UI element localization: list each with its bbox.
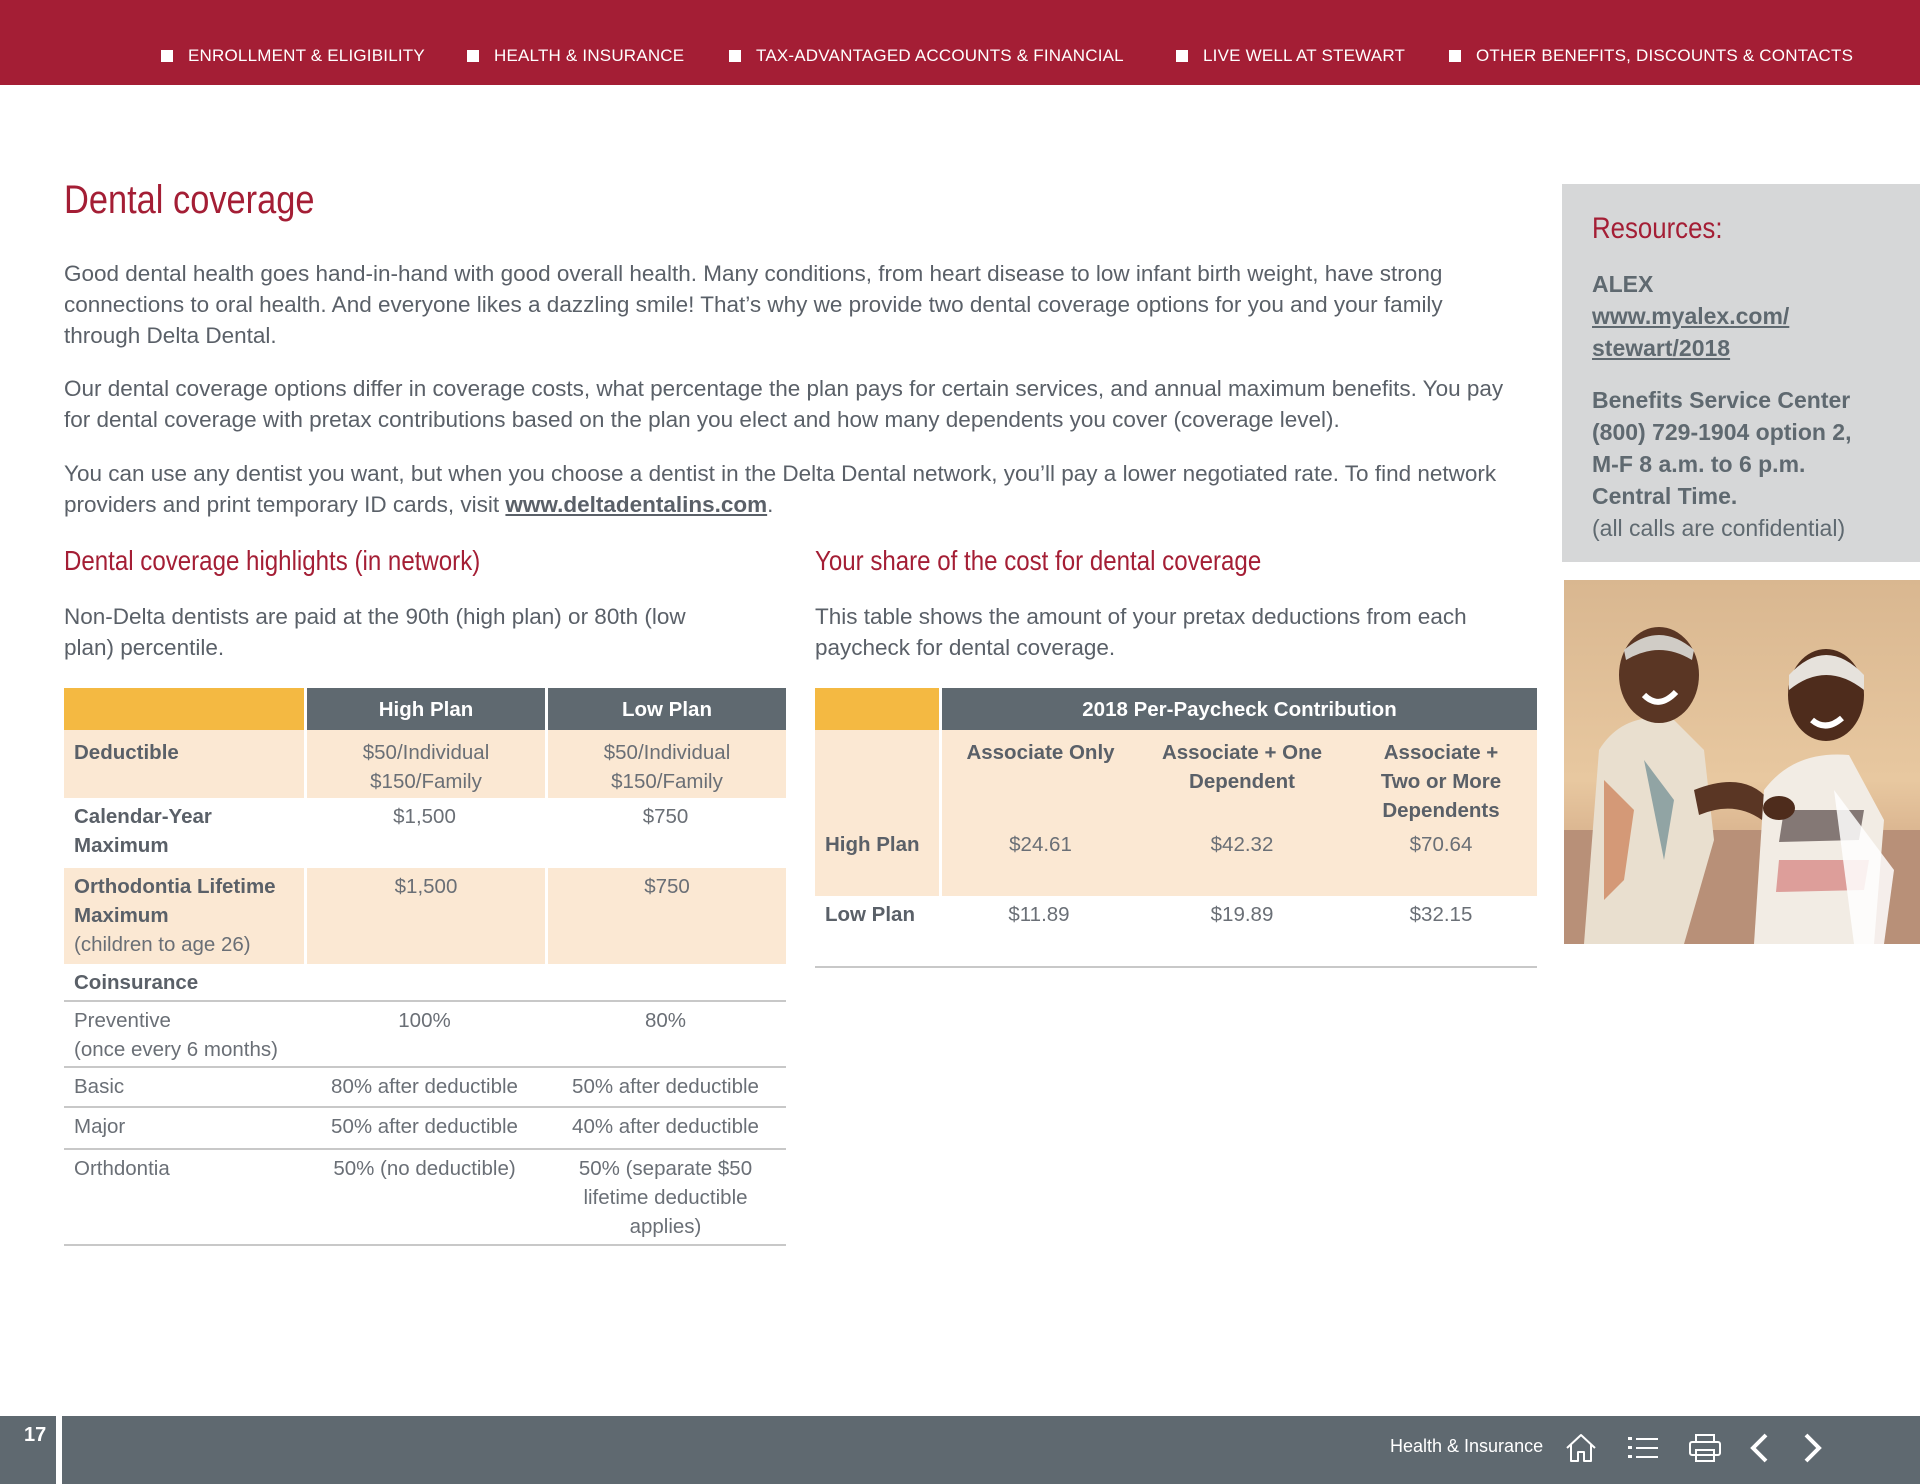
cell-line: $50/Individual [362, 741, 490, 764]
nav-label: LIVE WELL AT STEWART [1203, 46, 1406, 65]
row-label: Calendar-Year Maximum [74, 805, 212, 857]
page-title: Dental coverage [64, 178, 315, 222]
couple-dancing-photo [1564, 580, 1920, 944]
cell-value: $19.89 [1139, 896, 1345, 968]
row-label: Major [64, 1108, 304, 1150]
cell-low: 80% [545, 1002, 786, 1068]
alex-label: ALEX [1592, 271, 1654, 297]
row-label: Deductible [64, 730, 304, 798]
cell-empty [545, 964, 786, 1002]
cell-value: $32.15 [1345, 896, 1537, 968]
list-icon[interactable] [1623, 1428, 1663, 1468]
cell-high: $1,500 [393, 805, 456, 828]
row-label: High Plan [815, 826, 939, 896]
section-label: Health & Insurance [1390, 1436, 1544, 1456]
service-center-note: (all calls are confidential) [1592, 515, 1846, 541]
cell-empty [815, 730, 939, 826]
footer-bar [0, 1416, 1920, 1484]
link-line: www.myalex.com/ [1592, 303, 1790, 329]
square-bullet-icon [161, 50, 173, 62]
nav-health-insurance[interactable] [467, 44, 684, 68]
link-line: stewart/2018 [1592, 335, 1731, 361]
cell-high: 80% after deductible [304, 1068, 545, 1108]
table-row-orthodontia [64, 1150, 786, 1246]
table-row-major [64, 1108, 786, 1150]
resources-service-center [1592, 384, 1890, 544]
cell-high: 100% [304, 1002, 545, 1068]
service-center-hours: M-F 8 a.m. to 6 p.m. [1592, 451, 1806, 477]
row-label: Basic [64, 1068, 304, 1108]
cost-heading: Your share of the cost for dental coverage [815, 545, 1262, 576]
table-row-orthodontia-maximum [64, 868, 786, 964]
highlights-table [64, 688, 786, 1246]
cell-empty [304, 964, 545, 1002]
cost-intro: This table shows the amount of your pretax deductions from each paycheck for dental coverage. [815, 604, 1467, 660]
column-header-associate-one-dependent: Associate + One Dependent [1139, 730, 1345, 826]
column-header-associate-only: Associate Only [939, 730, 1139, 826]
cell-high: 50% after deductible [304, 1108, 545, 1150]
cell-line: $150/Family [370, 770, 482, 793]
table-row-preventive [64, 1002, 786, 1068]
paragraph-text: You can use any dentist you want, but when you choose a dentist in the Delta Dental network, you’ll pay a lower negotiated rate. To find network providers and print temporary ID cards, visit [64, 461, 1497, 517]
nav-label: TAX-ADVANTAGED ACCOUNTS & FINANCIAL [756, 46, 1124, 65]
cell-high: 50% (no deductible) [304, 1150, 545, 1246]
row-label [64, 868, 304, 964]
cell-line: $50/Individual [603, 741, 731, 764]
chevron-left-icon[interactable] [1740, 1428, 1780, 1468]
table-corner-cell [64, 688, 304, 730]
column-header-associate-two-more: Associate + Two or More Dependents [1345, 730, 1537, 826]
service-center-phone: (800) 729-1904 option 2, [1592, 419, 1852, 445]
cell-high: $1,500 [304, 868, 545, 964]
home-icon[interactable] [1561, 1428, 1601, 1468]
row-label: Low Plan [815, 896, 939, 968]
cell-low: $750 [545, 868, 786, 964]
cell-value: $11.89 [939, 896, 1139, 968]
label-sub: (children to age 26) [74, 933, 251, 956]
nav-other-benefits[interactable] [1449, 44, 1853, 68]
resources-alex [1592, 268, 1890, 364]
chevron-right-icon[interactable] [1792, 1428, 1832, 1468]
cell-low: 50% after deductible [545, 1068, 786, 1108]
cell-low: 40% after deductible [545, 1108, 786, 1150]
nav-label: OTHER BENEFITS, DISCOUNTS & CONTACTS [1476, 46, 1854, 65]
top-navigation [0, 0, 1920, 85]
contribution-header: 2018 Per-Paycheck Contribution [939, 688, 1537, 730]
cell-line: $150/Family [611, 770, 723, 793]
nav-label: ENROLLMENT & ELIGIBILITY [188, 46, 425, 65]
column-header-high-plan: High Plan [304, 688, 545, 730]
nav-enrollment-eligibility[interactable] [161, 44, 425, 68]
square-bullet-icon [1449, 50, 1461, 62]
row-label: Coinsurance [64, 964, 304, 1002]
column-header-low-plan: Low Plan [545, 688, 786, 730]
service-center-name: Benefits Service Center [1592, 387, 1851, 413]
highlights-heading: Dental coverage highlights (in network) [64, 545, 481, 576]
square-bullet-icon [1176, 50, 1188, 62]
row-label [64, 1002, 304, 1068]
nav-label: HEALTH & INSURANCE [494, 46, 685, 65]
square-bullet-icon [467, 50, 479, 62]
table-row-column-headers [815, 730, 1537, 826]
cost-table [815, 688, 1537, 968]
table-row-basic [64, 1068, 786, 1108]
row-label: Orthdontia [64, 1150, 304, 1246]
cell-value: $70.64 [1345, 826, 1537, 896]
intro-paragraph-2: Our dental coverage options differ in coverage costs, what percentage the plan pays for certain services, and annual maximum benefits. You pay for dental coverage with pretax contributions based on the plan you elect and how many dependents you cover (coverage level). [64, 376, 1504, 432]
cell-low: $750 [642, 805, 689, 828]
square-bullet-icon [729, 50, 741, 62]
delta-dental-link[interactable]: www.deltadentalins.com [505, 492, 768, 517]
intro-paragraph-3 [64, 458, 1524, 520]
intro-paragraph-1: Good dental health goes hand-in-hand with good overall health. Many conditions, from heart disease to low infant birth weight, have strong connections to oral health. And everyone likes a dazzling smile! That’s why we provide two dental coverage options for you and your family through Delta Dental. [64, 261, 1443, 348]
cell-value: $42.32 [1139, 826, 1345, 896]
cell-low [545, 730, 786, 798]
cell-value: $24.61 [939, 826, 1139, 896]
table-corner-cell [815, 688, 939, 730]
paragraph-end: . [767, 492, 774, 517]
table-row-deductible [64, 730, 786, 798]
page-number: 17 [0, 1416, 62, 1484]
cell-low: 50% (separate $50 lifetime deductible applies) [545, 1150, 786, 1246]
nav-live-well[interactable] [1176, 44, 1405, 68]
table-row-calendar-maximum [64, 798, 786, 868]
table-row-coinsurance [64, 964, 786, 1002]
table-row-low-plan [815, 896, 1537, 968]
resources-panel [1562, 184, 1920, 562]
highlights-intro: Non-Delta dentists are paid at the 90th (high plan) or 80th (low plan) percentile. [64, 604, 686, 660]
label-sub: (once every 6 months) [74, 1038, 278, 1061]
resources-title: Resources: [1592, 212, 1723, 245]
label-main: Preventive [74, 1009, 171, 1032]
cell-high [304, 730, 545, 798]
nav-tax-advantaged[interactable] [729, 44, 1124, 68]
table-row-high-plan [815, 826, 1537, 896]
label-main: Orthodontia Lifetime Maximum [74, 875, 276, 927]
alex-link[interactable] [1592, 300, 1890, 364]
print-icon[interactable] [1685, 1428, 1725, 1468]
service-center-timezone: Central Time. [1592, 483, 1738, 509]
